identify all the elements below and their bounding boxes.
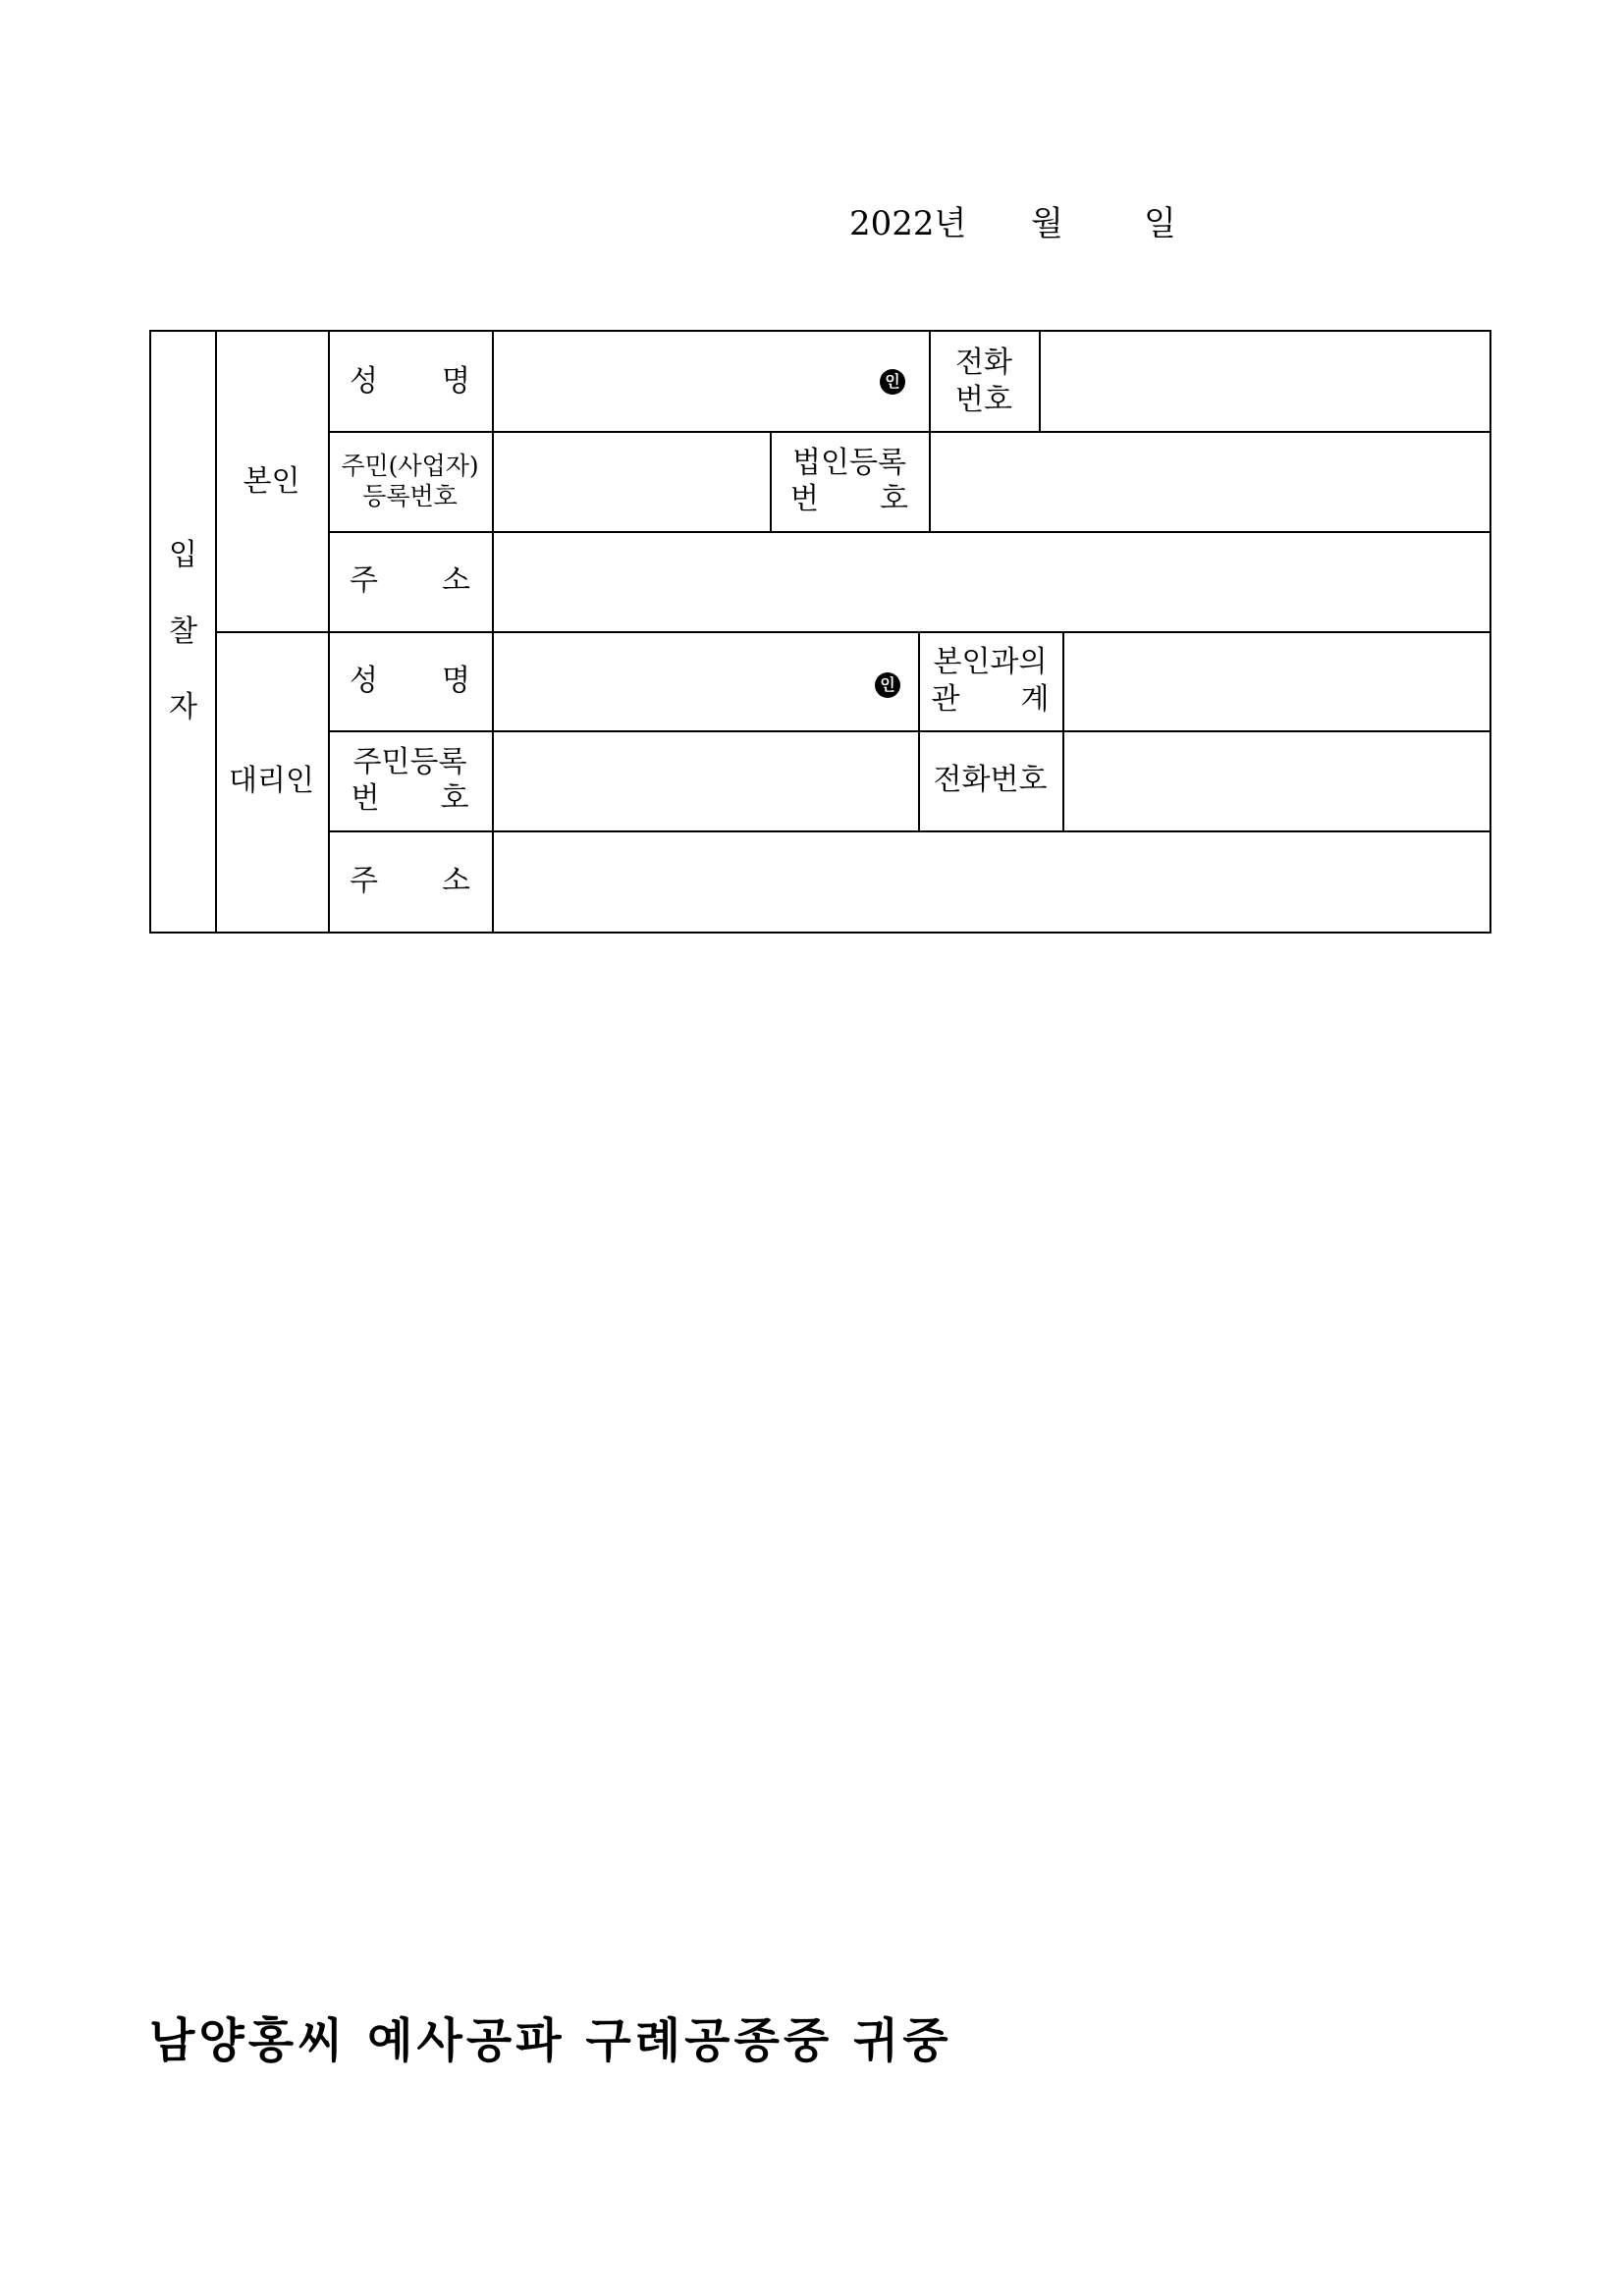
agent-resident-field[interactable]: [492, 730, 918, 830]
principal-label: 본인: [243, 463, 300, 499]
bidder-label-char: 자: [169, 690, 197, 725]
label-char: 주: [350, 863, 378, 898]
principal-address-label: [328, 531, 492, 631]
label-char: 소: [442, 863, 470, 898]
label-line: 본인과의: [933, 645, 1048, 679]
principal-phone-field[interactable]: [1039, 332, 1489, 431]
bidder-form: [149, 330, 1491, 934]
label-char: 호: [880, 482, 908, 516]
principal-group-label: [215, 332, 328, 631]
agent-label: 대리인: [229, 764, 314, 799]
label-char: 성: [350, 363, 378, 399]
seal-icon: 인: [875, 672, 900, 698]
date-month: 월: [1031, 204, 1063, 243]
date-year: 2022년: [849, 204, 967, 243]
bidder-label: [151, 332, 215, 932]
label-line: 주민등록: [352, 744, 467, 779]
bidder-label-char: 찰: [169, 614, 197, 649]
label-char: 계: [1020, 681, 1050, 717]
agent-relation-field[interactable]: [1062, 631, 1489, 730]
label-line: 법인등록: [792, 445, 906, 480]
label-char: 성: [350, 663, 378, 698]
label-char: 명: [442, 663, 470, 698]
label-line: 주민(사업자): [341, 451, 479, 480]
principal-address-field[interactable]: [492, 531, 1489, 631]
label-line: 전화: [955, 346, 1012, 380]
principal-resident-label: [328, 431, 492, 531]
label-char: 번: [351, 781, 380, 816]
agent-resident-label: [328, 730, 492, 830]
label-char: 소: [442, 563, 470, 599]
label-line: 등록번호: [362, 482, 458, 510]
label-char: 관: [931, 681, 960, 717]
agent-relation-label: [918, 631, 1062, 730]
principal-corp-label: [770, 431, 929, 531]
agent-name-label: [328, 631, 492, 730]
principal-phone-label: [929, 332, 1039, 431]
label-line: 전화번호: [933, 763, 1048, 798]
principal-name-label: [328, 332, 492, 431]
label-line: 번호: [955, 382, 1012, 417]
footer-title: 남양홍씨 예사공파 구례공종중 귀중: [149, 2013, 952, 2068]
agent-phone-field[interactable]: [1062, 730, 1489, 830]
label-char: 호: [440, 781, 469, 816]
agent-address-field[interactable]: [492, 830, 1489, 932]
label-char: 주: [350, 563, 378, 599]
label-char: 번: [790, 482, 819, 516]
agent-phone-label: [918, 730, 1062, 830]
principal-corp-field[interactable]: [929, 431, 1489, 531]
agent-address-label: [328, 830, 492, 932]
agent-group-label: [215, 631, 328, 932]
seal-icon: 인: [880, 369, 905, 395]
date-day: 일: [1144, 204, 1176, 243]
bidder-label-char: 입: [169, 538, 197, 573]
label-char: 명: [442, 363, 470, 399]
principal-name-field[interactable]: [492, 332, 929, 431]
principal-resident-field[interactable]: [492, 431, 770, 531]
agent-name-field[interactable]: [492, 631, 918, 730]
